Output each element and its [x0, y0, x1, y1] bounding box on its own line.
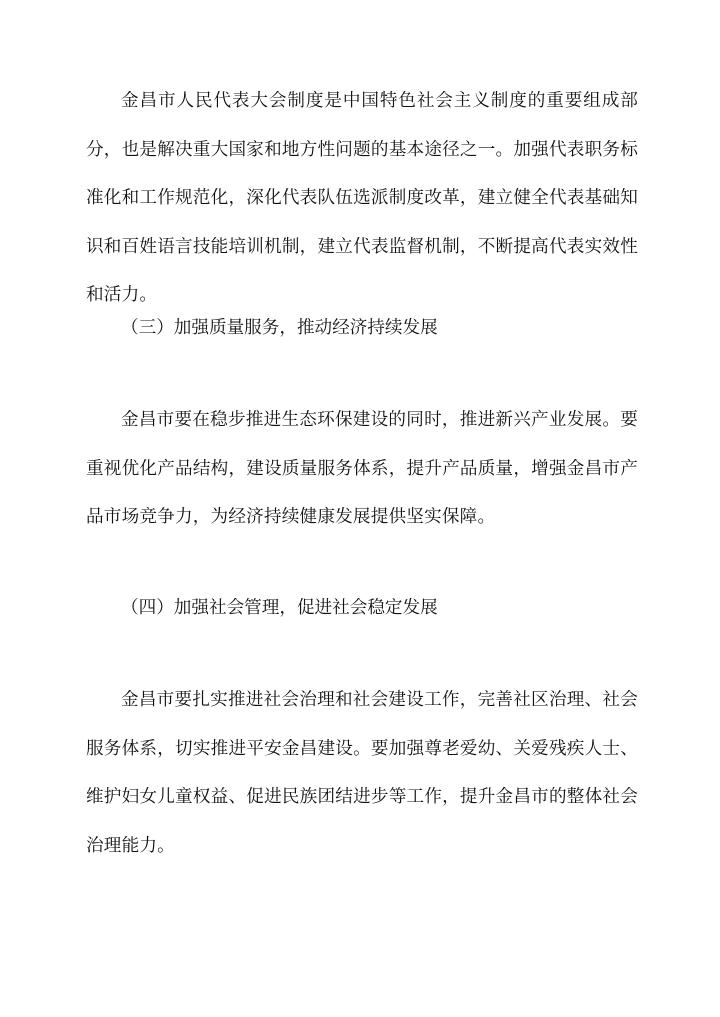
body-paragraph: 金昌市人民代表大会制度是中国特色社会主义制度的重要组成部分，也是解决重大国家和地方性问题的基本途径之一。加强代表职务标准化和工作规范化，深化代表队伍选派制度改革，建立健全代表基础知识和百姓语言技能培训机制，建立代表监督机制，不断提高代表实效性和活力。: [86, 91, 638, 305]
body-paragraph: 金昌市要在稳步推进生态环保建设的同时，推进新兴产业发展。要重视优化产品结构，建设质量服务体系，提升产品质量，增强金昌市产品市场竞争力，为经济持续健康发展提供坚实保障。: [86, 410, 638, 527]
section-heading: （三）加强质量服务，推动经济持续发展: [121, 318, 438, 338]
section-heading: （四）加强社会管理，促进社会稳定发展: [121, 598, 438, 618]
body-paragraph: 金昌市要扎实推进社会治理和社会建设工作，完善社区治理、社会服务体系，切实推进平安金昌建设。要加强尊老爱幼、关爱残疾人士、维护妇女儿童权益、促进民族团结进步等工作，提升金昌市的整体社会治理能力。: [86, 690, 638, 856]
